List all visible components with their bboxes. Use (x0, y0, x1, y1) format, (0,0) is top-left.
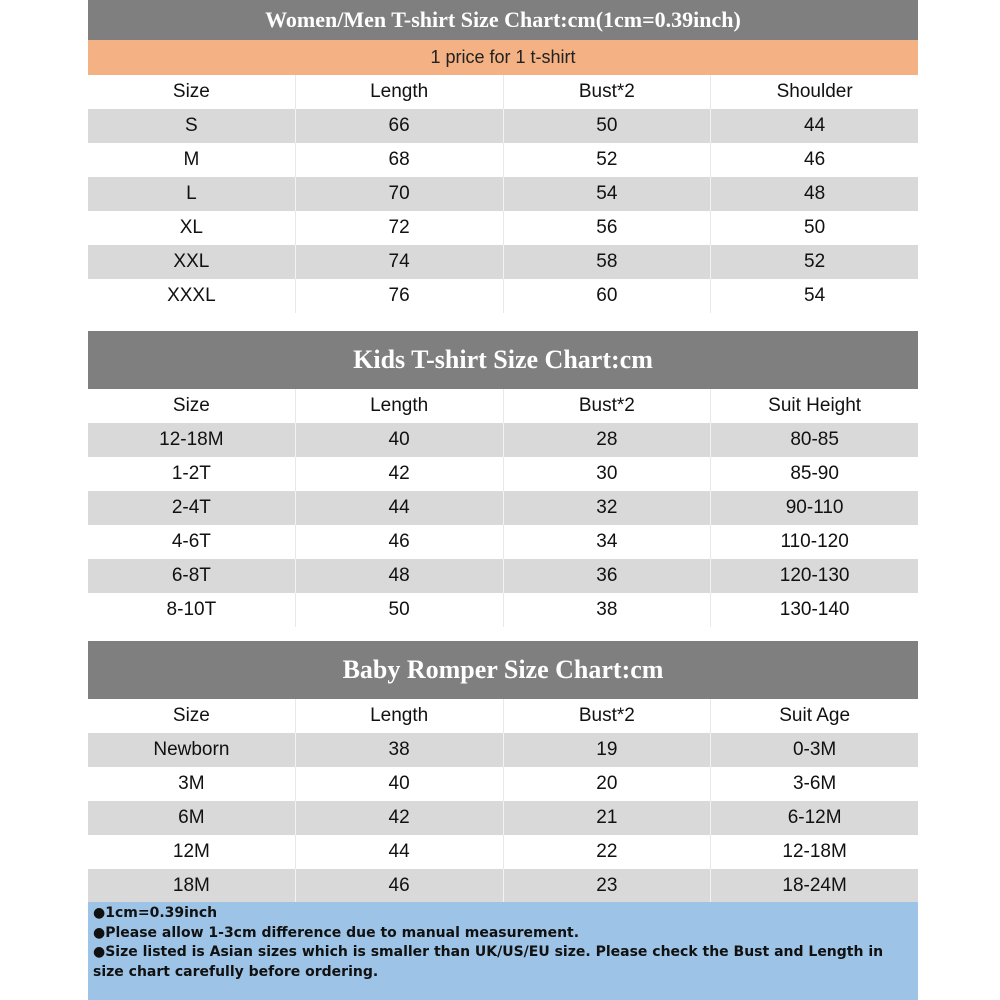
note-line: ●Size listed is Asian sizes which is smaller than UK/US/EU size. Please check the Bust and Length in size chart carefully before ordering. (93, 944, 884, 980)
table-cell: 46 (804, 149, 826, 170)
table-cell: 56 (504, 211, 712, 245)
table-cell: 6-8T (88, 559, 296, 593)
table-cell: 21 (504, 801, 712, 835)
column-header: Bust*2 (504, 699, 712, 733)
table-header-row (88, 75, 918, 109)
table-cell: 52 (804, 251, 826, 272)
column-header: Bust*2 (504, 75, 712, 109)
adult-size-table (88, 75, 918, 313)
table-cell: 18M (88, 869, 296, 903)
table-cell: 68 (296, 143, 504, 177)
table-row (88, 279, 918, 313)
column-header: Length (296, 75, 504, 109)
table-cell: 32 (504, 491, 712, 525)
column-header: Bust*2 (504, 389, 712, 423)
adult-size-section (88, 0, 918, 313)
table-cell: 12-18M (782, 841, 847, 862)
table-row (88, 835, 918, 869)
table-cell: 85-90 (790, 463, 839, 484)
table-cell: 6-12M (787, 807, 842, 828)
table-cell: 46 (296, 869, 504, 903)
note-line: ●Please allow 1-3cm difference due to manual measurement. (93, 924, 580, 941)
table-cell: 38 (296, 733, 504, 767)
table-row (88, 525, 918, 559)
table-cell: 22 (504, 835, 712, 869)
table-row (88, 801, 918, 835)
table-cell: 130-140 (779, 599, 850, 620)
table-header-row (88, 389, 918, 423)
price-note: 1 price for 1 t-shirt (88, 40, 918, 75)
table-cell: 90-110 (785, 497, 844, 518)
table-cell: 2-4T (88, 491, 296, 525)
table-cell: 3-6M (792, 773, 837, 794)
table-header-row (88, 699, 918, 733)
table-cell: Newborn (88, 733, 296, 767)
table-cell: XL (88, 211, 296, 245)
column-header: Length (296, 389, 504, 423)
column-header: Suit Age (779, 705, 851, 726)
table-cell: 0-3M (792, 739, 837, 760)
table-cell: 44 (296, 835, 504, 869)
column-header: Size (88, 699, 296, 733)
table-cell: 48 (296, 559, 504, 593)
table-cell: 48 (804, 183, 826, 204)
column-header: Shoulder (776, 81, 853, 102)
table-row (88, 559, 918, 593)
table-cell: 1-2T (88, 457, 296, 491)
table-cell: 4-6T (88, 525, 296, 559)
table-row (88, 109, 918, 143)
kids-size-title: Kids T-shirt Size Chart:cm (88, 331, 918, 389)
column-header: Size (88, 389, 296, 423)
table-cell: 46 (296, 525, 504, 559)
baby-size-title: Baby Romper Size Chart:cm (88, 641, 918, 699)
column-header: Suit Height (768, 395, 862, 416)
table-cell: M (88, 143, 296, 177)
table-cell: 110-120 (780, 531, 849, 552)
kids-size-section (88, 331, 918, 627)
table-cell: 50 (804, 217, 826, 238)
table-cell: 23 (504, 869, 712, 903)
table-cell: 76 (296, 279, 504, 313)
table-cell: 40 (296, 767, 504, 801)
table-cell: 42 (296, 801, 504, 835)
table-cell: 12M (88, 835, 296, 869)
table-cell: 44 (804, 115, 826, 136)
table-cell: 80-85 (790, 429, 839, 450)
table-cell: 50 (296, 593, 504, 627)
table-row (88, 491, 918, 525)
notes-box (88, 902, 918, 1000)
table-cell: L (88, 177, 296, 211)
adult-size-title: Women/Men T-shirt Size Chart:cm(1cm=0.39inch) (88, 0, 918, 40)
table-cell: 19 (504, 733, 712, 767)
table-cell: 52 (504, 143, 712, 177)
table-cell: 18-24M (782, 875, 847, 896)
table-row (88, 869, 918, 903)
table-cell: 42 (296, 457, 504, 491)
table-cell: 60 (504, 279, 712, 313)
table-cell: 54 (804, 285, 826, 306)
table-cell: 54 (504, 177, 712, 211)
table-cell: 36 (504, 559, 712, 593)
table-cell: S (88, 109, 296, 143)
table-row (88, 733, 918, 767)
table-cell: 38 (504, 593, 712, 627)
table-row (88, 767, 918, 801)
size-chart-sheet (88, 0, 918, 1000)
table-row (88, 423, 918, 457)
table-cell: 8-10T (88, 593, 296, 627)
table-cell: 70 (296, 177, 504, 211)
table-cell: 6M (88, 801, 296, 835)
table-row (88, 177, 918, 211)
table-cell: 66 (296, 109, 504, 143)
column-header: Size (88, 75, 296, 109)
table-cell: 72 (296, 211, 504, 245)
baby-size-table (88, 699, 918, 903)
note-line: ●1cm=0.39inch (93, 905, 218, 921)
table-cell: 12-18M (88, 423, 296, 457)
table-cell: 28 (504, 423, 712, 457)
column-header: Length (296, 699, 504, 733)
table-cell: 34 (504, 525, 712, 559)
table-cell: 120-130 (779, 565, 850, 586)
table-cell: 30 (504, 457, 712, 491)
table-cell: 58 (504, 245, 712, 279)
table-row (88, 593, 918, 627)
table-row (88, 143, 918, 177)
kids-size-table (88, 389, 918, 627)
table-cell: XXL (88, 245, 296, 279)
table-cell: 3M (88, 767, 296, 801)
table-cell: 74 (296, 245, 504, 279)
table-cell: 44 (296, 491, 504, 525)
baby-size-section (88, 641, 918, 903)
table-cell: 20 (504, 767, 712, 801)
table-cell: 40 (296, 423, 504, 457)
table-cell: XXXL (88, 279, 296, 313)
table-row (88, 211, 918, 245)
table-row (88, 245, 918, 279)
table-row (88, 457, 918, 491)
table-cell: 50 (504, 109, 712, 143)
